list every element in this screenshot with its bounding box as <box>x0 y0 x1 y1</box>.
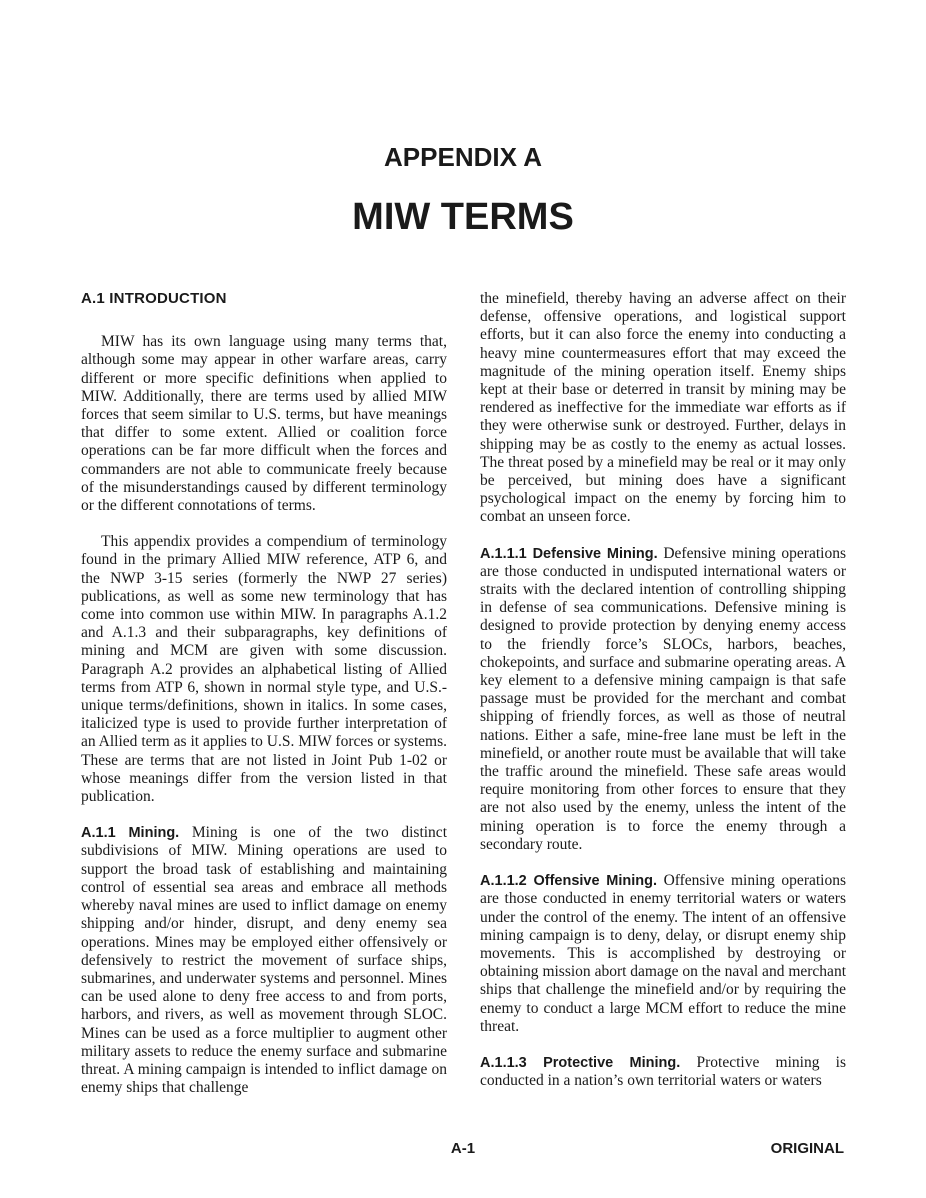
right-column <box>480 290 846 1108</box>
intro-paragraph-2: This appendix provides a compendium of terminology found in the primary Allied MIW reference, ATP 6, and the NWP 3-15 series (formerly the NWP 27 series) publications, as well as some new terminology that has come into common use within MIW. In paragraphs A.1.2 and A.1.3 and their subparagraphs, key definitions of mining and MCM are given with some discussion. Paragraph A.2 provides an alphabetical listing of Allied terms from ATP 6, shown in normal style type, and U.S.-unique terms/definitions, shown in italics. In some cases, italicized type is used to provide further interpretation of an Allied term as it applies to U.S. MIW forces or systems. These are terms that are not listed in Joint Pub 1-02 or whose meanings differ from the version listed in that publication. <box>81 533 447 806</box>
continuation-paragraph: the minefield, thereby having an adverse affect on their defense, offensive operations, and logistical support efforts, but it can also force the enemy into conducting a heavy mine countermeasures effort that may exceed the magnitude of the mining operation itself. Enemy ships kept at their base or deterred in transit by mining may be rendered as ineffective for the immediate war efforts as if they were otherwise sunk or destroyed. Further, delays in shipping may be as costly to the enemy as actual losses. The threat posed by a minefield may be real or it may only be perceived, but mining does have a significant psychological impact on the enemy by forcing him to combat an unseen force. <box>480 290 846 526</box>
left-column <box>81 290 447 1115</box>
appendix-label: APPENDIX A <box>384 142 542 172</box>
document-status: ORIGINAL <box>770 1140 844 1157</box>
mining-paragraph <box>81 824 447 1097</box>
mining-heading: A.1.1 Mining. <box>81 825 180 842</box>
defensive-mining-paragraph <box>480 545 846 854</box>
protective-mining-paragraph <box>480 1054 846 1090</box>
defensive-mining-text: Defensive mining operations are those conducted in undisputed international waters or straits with the declared intention of controlling shipping in defense of sea communications. Defensive mining is designed to provide protection by denying enemy access to the friendly force’s SLOCs, harbors, beaches, chokepoints, and surface and submarine operating areas. A key element to a defensive mining campaign is that safe passage must be provided for the merchant and combat shipping of friendly forces, as well as those of neutral nations. Either a safe, mine-free lane must be left in the minefield, or another route must be available that will take the traffic around the minefield. These safe areas would require monitoring from other forces to ensure that they are not also used by the enemy, unless the intent of the mining operation is to force the enemy through a secondary route. <box>480 544 846 853</box>
intro-paragraph-1: MIW has its own language using many terms that, although some may appear in other warfare areas, carry different or more specific definitions when applied to MIW. Additionally, there are terms used by allied MIW forces that seem similar to U.S. terms, but have meanings that differ to some extent. Allied or coalition force operations can be far more difficult when the forces and commanders are not able to communicate freely because of the misunderstandings caused by different terminology or the different connotations of terms. <box>81 333 447 515</box>
page-number: A-1 <box>450 1140 476 1157</box>
section-heading-introduction: A.1 INTRODUCTION <box>81 290 227 307</box>
offensive-mining-heading: A.1.1.2 Offensive Mining. <box>480 873 657 890</box>
protective-mining-text: Protective mining is conducted in a nation’s own territorial waters or waters <box>480 1053 846 1090</box>
page-title: MIW TERMS <box>352 196 574 238</box>
offensive-mining-text: Offensive mining operations are those conducted in enemy territorial waters or waters under the control of the enemy. The intent of an offensive mining campaign is to deny, delay, or disrupt enemy ship movements. This is accomplished by destroying or obtaining mission abort damage on the naval and merchant ships that challenge the minefield and/or by requiring the enemy to conduct a large MCM effort to reduce the mine threat. <box>480 872 847 1035</box>
defensive-mining-heading: A.1.1.1 Defensive Mining. <box>480 545 658 562</box>
offensive-mining-paragraph <box>480 872 846 1036</box>
mining-text: Mining is one of the two distinct subdivisions of MIW. Mining operations are used to support the broad task of establishing and maintaining control of essential sea areas and embrace all methods whereby naval mines are used to inflict damage on enemy shipping and/or hinder, disrupt, and deny enemy sea operations. Mines may be employed either offensively or defensively to restrict the movement of surface ships, submarines, and underwater systems and personnel. Mines can be used alone to deny free access to and from ports, harbors, and rivers, as well as movement through SLOC. Mines can be used as a force multiplier to augment other military assets to reduce the enemy surface and submarine threat. A mining campaign is intended to inflict damage on enemy ships that challenge <box>81 824 447 1097</box>
protective-mining-heading: A.1.1.3 Protective Mining. <box>480 1054 681 1071</box>
